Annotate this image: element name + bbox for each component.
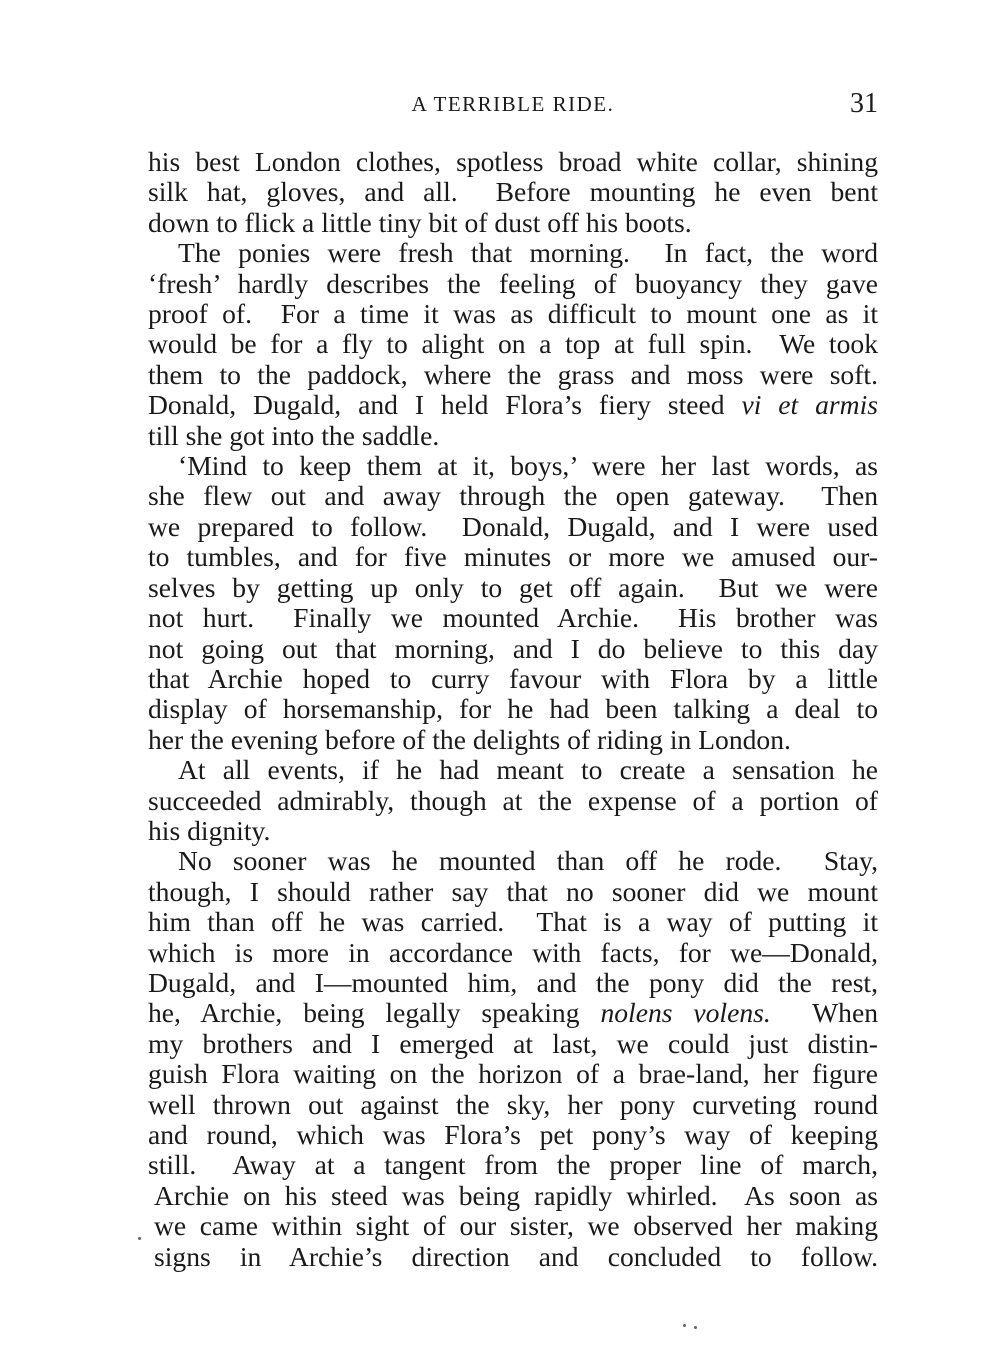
text-line (148, 299, 878, 329)
text-segment: still. Away at a tangent from the proper line of march, (148, 1149, 878, 1181)
text-segment: we came within sight of our sister, we observed her making (154, 1210, 878, 1242)
text-segment: though, I should rather say that no sooner did we mount (148, 875, 878, 907)
text-line (148, 1059, 878, 1089)
text-line (148, 542, 878, 572)
page-header (148, 88, 878, 122)
text-line (154, 1181, 878, 1211)
text-segment: and round, which was Flora’s pet pony’s way of keeping (148, 1119, 878, 1150)
text-segment: proof of. For a time it was as difficult to mount one as it (148, 298, 878, 330)
text-line (148, 694, 878, 724)
text-segment: The ponies were fresh that morning. In fact, the word (178, 237, 878, 269)
italic-phrase: nolens volens. (600, 997, 771, 1029)
text-segment: display of horsemanship, for he had been talking a deal to (148, 693, 878, 725)
text-segment: well thrown out against the sky, her pony curveting round (148, 1088, 878, 1120)
text-segment: ‘Mind to keep them at it, boys,’ were her last words, as (178, 450, 878, 482)
text-segment: which is more in accordance with facts, for we—Donald, (148, 936, 878, 968)
text-segment: his dignity. (148, 814, 271, 846)
text-line (148, 512, 878, 542)
text-segment: his best London clothes, spotless broad white collar, shining (148, 146, 878, 177)
text-segment: Donald, Dugald, and I held Flora’s fiery steed (148, 389, 742, 421)
text-segment: Archie on his steed was being rapidly whirled. As soon as (154, 1179, 878, 1211)
text-segment: silk hat, gloves, and all. Before mounting he even bent (148, 176, 878, 208)
text-line (148, 421, 878, 451)
text-segment: him than off he was carried. That is a way of putting it (148, 906, 878, 938)
print-speck (138, 1237, 141, 1240)
running-title: A TERRIBLE RIDE. (411, 92, 615, 116)
text-line (148, 907, 878, 937)
text-line (148, 1120, 878, 1150)
text-segment: not going out that morning, and I do believe to this day (148, 632, 878, 664)
text-segment: not hurt. Finally we mounted Archie. His brother was (148, 602, 878, 634)
text-line (148, 816, 878, 846)
text-line (148, 360, 878, 390)
text-line (148, 755, 878, 785)
text-segment: Dugald, and I—mounted him, and the pony did the rest, (148, 966, 878, 998)
text-line (154, 1211, 878, 1241)
text-segment: When (770, 997, 879, 1029)
text-line (148, 998, 878, 1028)
text-line (148, 846, 878, 876)
text-line (148, 786, 878, 816)
text-line (148, 1029, 878, 1059)
text-line (148, 238, 878, 268)
text-segment: till she got into the saddle. (148, 419, 440, 451)
text-line (148, 603, 878, 633)
text-segment: she flew out and away through the open gateway. Then (148, 480, 878, 512)
print-speck (683, 1324, 686, 1327)
text-line (148, 177, 878, 207)
text-line (148, 877, 878, 907)
text-line (148, 147, 878, 177)
text-segment: guish Flora waiting on the horizon of a brae-land, her figure (148, 1058, 878, 1090)
text-segment: them to the paddock, where the grass and moss were soft. (148, 358, 878, 390)
text-segment: her the evening before of the delights of riding in London. (148, 723, 791, 755)
body-text (148, 147, 878, 1272)
text-segment: No sooner was he mounted than off he rode. Stay, (178, 845, 878, 877)
text-line (154, 1242, 878, 1272)
text-line (148, 451, 878, 481)
italic-phrase: vi et armis (741, 389, 878, 421)
text-segment: selves by getting up only to get off again. But we were (148, 571, 878, 603)
text-line (148, 1090, 878, 1120)
text-line (148, 725, 878, 755)
text-segment: we prepared to follow. Donald, Dugald, and I were used (148, 510, 878, 542)
text-line (148, 481, 878, 511)
text-line (148, 269, 878, 299)
text-line (148, 968, 878, 998)
print-speck (694, 1326, 697, 1329)
text-segment: would be for a fly to alight on a top at full spin. We took (148, 328, 878, 360)
text-line (148, 390, 878, 420)
text-segment: At all events, if he had meant to create a sensation he (178, 754, 878, 786)
text-segment: ‘fresh’ hardly describes the feeling of buoyancy they gave (148, 267, 878, 299)
text-segment: to tumbles, and for five minutes or more we amused our- (148, 541, 878, 573)
text-segment: my brothers and I emerged at last, we could just distin- (148, 1027, 878, 1059)
text-line (148, 329, 878, 359)
text-segment: down to flick a little tiny bit of dust off his boots. (148, 206, 692, 238)
text-line (148, 573, 878, 603)
text-segment: signs in Archie’s direction and concluded to follow. (154, 1240, 878, 1272)
text-line (148, 938, 878, 968)
text-line (148, 664, 878, 694)
text-segment: that Archie hoped to curry favour with Flora by a little (148, 662, 878, 694)
text-segment: succeeded admirably, though at the expense of a portion of (148, 784, 878, 816)
text-segment: he, Archie, being legally speaking (148, 997, 601, 1029)
page-number: 31 (850, 88, 878, 119)
text-line (148, 634, 878, 664)
text-line (148, 1150, 878, 1180)
text-line (148, 208, 878, 238)
